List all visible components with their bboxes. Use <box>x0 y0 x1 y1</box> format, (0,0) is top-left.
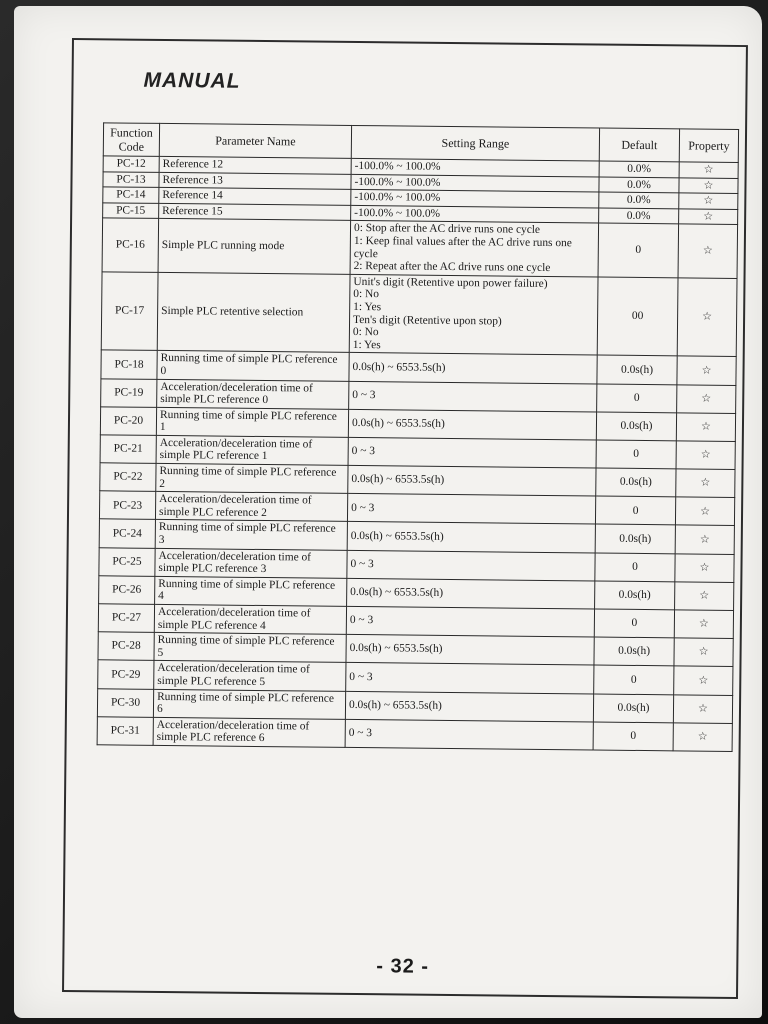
function-code-cell: PC-22 <box>100 463 156 492</box>
setting-range-cell: 0 ~ 3 <box>347 494 595 525</box>
function-code-cell: PC-14 <box>103 187 159 203</box>
manual-page <box>14 6 762 1018</box>
default-value-cell: 0 <box>594 609 674 638</box>
setting-range-cell: 0.0s(h) ~ 6553.5s(h) <box>349 353 597 384</box>
function-code-cell: PC-31 <box>97 717 153 746</box>
parameter-name-cell: Acceleration/deceleration time of simple PLC reference 4 <box>154 604 346 634</box>
setting-range-cell: 0.0s(h) ~ 6553.5s(h) <box>347 522 595 553</box>
function-code-cell: PC-25 <box>99 547 155 576</box>
page-frame <box>62 38 748 999</box>
setting-range-cell: 0.0s(h) ~ 6553.5s(h) <box>346 635 594 666</box>
function-code-cell: PC-30 <box>97 688 153 717</box>
default-value-cell: 0.0s(h) <box>593 694 673 723</box>
property-star-cell: ☆ <box>678 224 738 278</box>
default-value-cell: 0.0% <box>599 208 679 224</box>
property-star-cell: ☆ <box>676 413 735 442</box>
function-code-cell: PC-28 <box>98 632 154 661</box>
function-code-cell: PC-17 <box>101 272 158 351</box>
setting-range-cell: 0.0s(h) ~ 6553.5s(h) <box>348 465 596 496</box>
setting-range-cell: -100.0% ~ 100.0% <box>351 174 599 192</box>
property-star-cell: ☆ <box>674 610 733 639</box>
header-code-text: Function Code <box>110 125 153 154</box>
parameter-name-cell: Running time of simple PLC reference 4 <box>155 576 347 606</box>
table-row <box>97 717 732 752</box>
parameter-name-cell: Acceleration/deceleration time of simple PLC reference 6 <box>153 717 345 747</box>
default-value-cell: 0 <box>595 553 675 582</box>
default-value-cell: 0 <box>595 496 675 525</box>
function-code-cell: PC-29 <box>98 660 154 689</box>
setting-range-cell: 0 ~ 3 <box>347 550 595 581</box>
property-star-cell: ☆ <box>675 582 734 611</box>
default-value-cell: 0 <box>598 223 679 277</box>
parameter-name-cell: Reference 13 <box>159 172 351 190</box>
manual-title: MANUAL <box>143 68 241 93</box>
function-code-cell: PC-20 <box>100 407 156 436</box>
property-star-cell: ☆ <box>679 209 738 225</box>
property-star-cell: ☆ <box>679 193 738 209</box>
property-star-cell: ☆ <box>677 356 736 385</box>
parameter-name-cell: Reference 12 <box>159 156 351 174</box>
function-code-cell: PC-16 <box>102 218 159 272</box>
setting-range-cell: 0 ~ 3 <box>346 663 594 694</box>
parameter-name-cell: Acceleration/deceleration time of simple PLC reference 5 <box>154 661 346 691</box>
parameter-name-cell: Running time of simple PLC reference 2 <box>156 463 348 493</box>
default-value-cell: 0 <box>593 722 673 751</box>
setting-range-cell: 0: Stop after the AC drive runs one cycle 1: Keep final values after the AC drive runs one cycle 2: Repeat after the AC drive runs one cycle <box>350 221 599 277</box>
parameter-name-cell: Acceleration/deceleration time of simple PLC reference 0 <box>157 379 349 409</box>
setting-range-cell: 0 ~ 3 <box>349 381 597 412</box>
function-code-cell: PC-24 <box>99 519 155 548</box>
default-value-cell: 00 <box>597 277 678 356</box>
default-value-cell: 0 <box>596 440 676 469</box>
table-body <box>97 156 738 752</box>
default-value-cell: 0 <box>597 384 677 413</box>
column-header-setting-range: Setting Range <box>351 125 599 161</box>
default-value-cell: 0.0s(h) <box>595 581 675 610</box>
default-value-cell: 0.0s(h) <box>597 355 677 384</box>
property-star-cell: ☆ <box>679 177 738 193</box>
property-star-cell: ☆ <box>675 525 734 554</box>
parameter-table <box>97 122 739 752</box>
setting-range-cell: Unit's digit (Retentive upon power failure) 0: No 1: Yes Ten's digit (Retentive upon stop) 0: No 1: Yes <box>349 274 598 355</box>
function-code-cell: PC-15 <box>103 203 159 219</box>
function-code-cell: PC-13 <box>103 171 159 187</box>
property-star-cell: ☆ <box>673 694 732 723</box>
parameter-name-cell: Acceleration/deceleration time of simple PLC reference 1 <box>156 435 348 465</box>
property-star-cell: ☆ <box>677 278 737 357</box>
default-value-cell: 0.0s(h) <box>595 524 675 553</box>
function-code-cell: PC-12 <box>103 156 159 172</box>
default-value-cell: 0 <box>594 665 674 694</box>
parameter-name-cell: Reference 14 <box>159 188 351 206</box>
setting-range-cell: -100.0% ~ 100.0% <box>351 158 599 176</box>
table-row <box>101 272 737 357</box>
parameter-name-cell: Running time of simple PLC reference 5 <box>154 633 346 663</box>
default-value-cell: 0.0% <box>599 161 679 177</box>
function-code-cell: PC-26 <box>99 576 155 605</box>
parameter-name-cell: Running time of simple PLC reference 1 <box>156 407 348 437</box>
default-value-cell: 0.0s(h) <box>596 412 676 441</box>
property-star-cell: ☆ <box>674 666 733 695</box>
property-star-cell: ☆ <box>675 497 734 526</box>
page-number: - 32 - <box>376 955 430 978</box>
default-value-cell: 0.0s(h) <box>594 637 674 666</box>
function-code-cell: PC-19 <box>101 378 157 407</box>
column-header-function-code <box>103 123 159 157</box>
setting-range-cell: 0 ~ 3 <box>346 606 594 637</box>
setting-range-cell: -100.0% ~ 100.0% <box>351 190 599 208</box>
table-row <box>102 218 738 278</box>
parameter-name-cell: Simple PLC running mode <box>158 219 351 274</box>
property-star-cell: ☆ <box>676 441 735 470</box>
column-header-default: Default <box>599 128 679 162</box>
column-header-parameter-name: Parameter Name <box>159 123 351 158</box>
function-code-cell: PC-23 <box>99 491 155 520</box>
parameter-name-cell: Running time of simple PLC reference 0 <box>157 351 349 381</box>
parameter-name-cell: Running time of simple PLC reference 6 <box>153 689 345 719</box>
parameter-name-cell: Acceleration/deceleration time of simple PLC reference 2 <box>155 492 347 522</box>
property-star-cell: ☆ <box>675 553 734 582</box>
setting-range-cell: 0.0s(h) ~ 6553.5s(h) <box>345 691 593 722</box>
property-star-cell: ☆ <box>674 638 733 667</box>
function-code-cell: PC-21 <box>100 435 156 464</box>
parameter-name-cell: Running time of simple PLC reference 3 <box>155 520 347 550</box>
property-star-cell: ☆ <box>677 384 736 413</box>
parameter-name-cell: Reference 15 <box>159 203 351 221</box>
property-star-cell: ☆ <box>676 469 735 498</box>
function-code-cell: PC-27 <box>98 604 154 633</box>
setting-range-cell: 0.0s(h) ~ 6553.5s(h) <box>347 578 595 609</box>
function-code-cell: PC-18 <box>101 350 157 379</box>
column-header-property: Property <box>679 129 738 163</box>
setting-range-cell: 0.0s(h) ~ 6553.5s(h) <box>348 409 596 440</box>
setting-range-cell: 0 ~ 3 <box>348 437 596 468</box>
parameter-name-cell: Simple PLC retentive selection <box>157 272 350 353</box>
default-value-cell: 0.0% <box>599 192 679 208</box>
setting-range-cell: 0 ~ 3 <box>345 719 593 750</box>
setting-range-cell: -100.0% ~ 100.0% <box>351 205 599 223</box>
default-value-cell: 0.0% <box>599 177 679 193</box>
property-star-cell: ☆ <box>673 723 732 752</box>
parameter-name-cell: Acceleration/deceleration time of simple PLC reference 3 <box>155 548 347 578</box>
property-star-cell: ☆ <box>679 162 738 178</box>
default-value-cell: 0.0s(h) <box>596 468 676 497</box>
